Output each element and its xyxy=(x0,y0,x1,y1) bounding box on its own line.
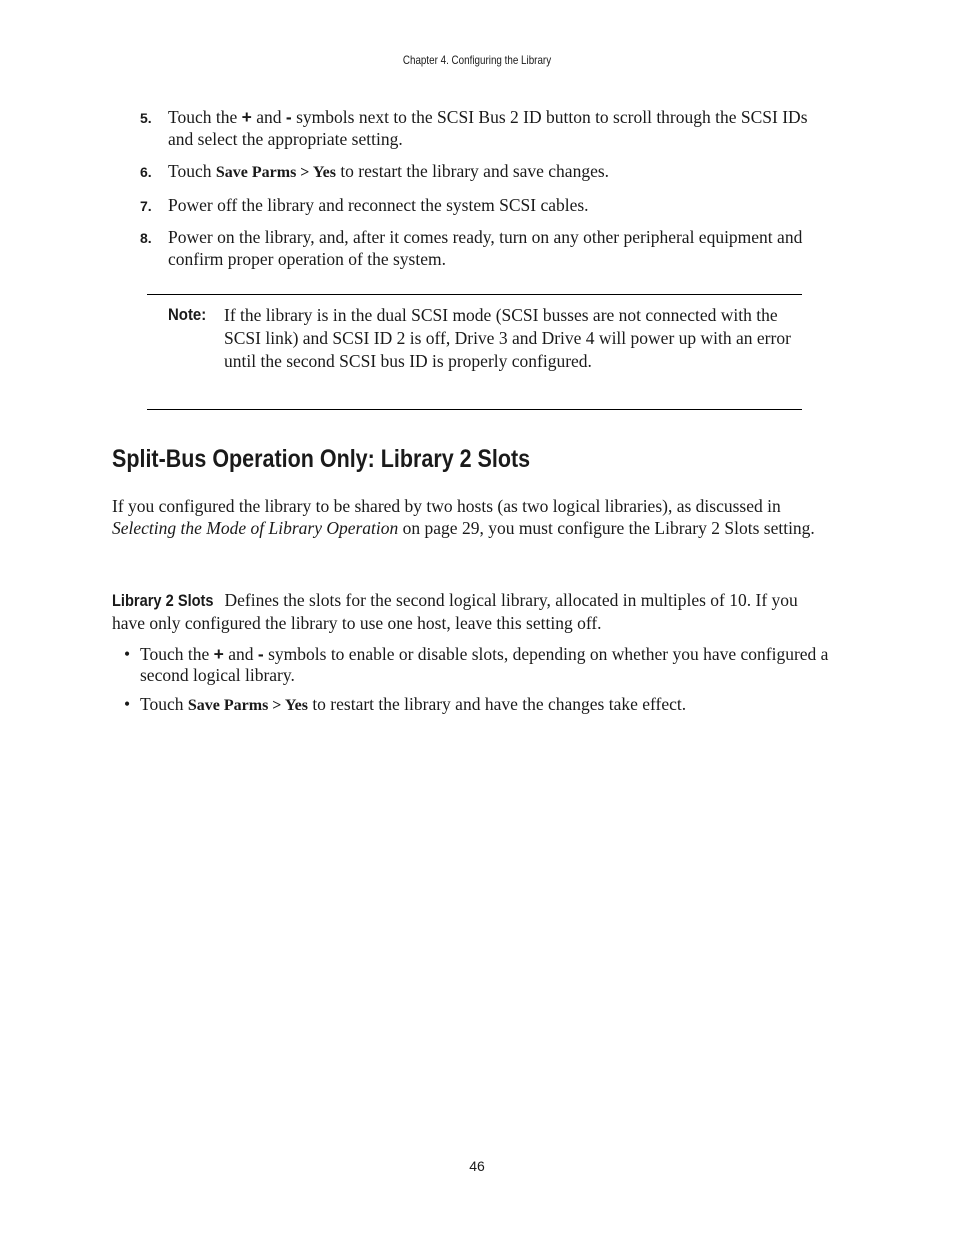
save-parms-command: Save Parms > Yes xyxy=(215,164,336,181)
intro-paragraph xyxy=(112,495,834,539)
bullet-text: Touch xyxy=(140,694,188,714)
note-label: Note: xyxy=(168,305,207,324)
step-6 xyxy=(112,160,827,184)
bullet-text: Touch the xyxy=(140,644,214,664)
bullet-text: symbols to enable or disable slots, depending on whether you have configured a second logical library. xyxy=(140,644,829,685)
step-number: 8. xyxy=(140,230,152,246)
save-parms-command: Save Parms > Yes xyxy=(187,697,308,714)
bullet-text: to restart the library and have the changes take effect. xyxy=(307,694,687,714)
bullet-icon: • xyxy=(124,644,131,664)
bullet-list xyxy=(112,644,834,724)
step-5 xyxy=(112,106,827,150)
list-item xyxy=(112,694,834,716)
minus-symbol: - xyxy=(257,644,264,664)
minus-symbol: - xyxy=(285,107,292,127)
plus-symbol: + xyxy=(213,644,224,664)
step-text: to restart the library and save changes. xyxy=(335,161,610,181)
step-number: 6. xyxy=(140,164,152,180)
bullet-icon: • xyxy=(124,694,131,714)
page-number: 46 xyxy=(469,1158,485,1174)
step-text: symbols next to the SCSI Bus 2 ID button to scroll through the SCSI IDs and select the appropriate setting. xyxy=(168,107,808,149)
setting-text: Defines the slots for the second logical library, allocated in multiples of 10. If you have only configured the library to use one host, leave this setting off. xyxy=(112,590,798,633)
step-number: 5. xyxy=(140,110,152,126)
note-text: If the library is in the dual SCSI mode (SCSI busses are not connected with the SCSI link) and SCSI ID 2 is off, Drive 3 and Drive 4 will power up with an error until the second SCSI bus ID is properly configured. xyxy=(224,305,791,371)
step-text: Power off the library and reconnect the system SCSI cables. xyxy=(168,195,589,215)
setting-name: Library 2 Slots xyxy=(112,591,214,610)
step-text: Power on the library, and, after it comes ready, turn on any other peripheral equipment and confirm proper operation of the system. xyxy=(168,227,803,269)
bullet-text: and xyxy=(223,644,258,664)
intro-text: on page 29, you must configure the Library 2 Slots setting. xyxy=(398,518,815,538)
running-header: Chapter 4. Configuring the Library xyxy=(402,53,552,67)
note-box xyxy=(147,294,802,410)
step-text: Touch xyxy=(168,161,216,181)
step-8 xyxy=(112,226,827,270)
list-item xyxy=(112,644,834,686)
setting-description xyxy=(112,589,834,634)
cross-reference-link[interactable]: Selecting the Mode of Library Operation xyxy=(112,518,399,538)
step-7 xyxy=(112,194,827,216)
plus-symbol: + xyxy=(241,107,252,127)
step-text: Touch the xyxy=(168,107,242,127)
intro-text: If you configured the library to be shared by two hosts (as two logical libraries), as discussed in xyxy=(112,496,781,516)
step-number: 7. xyxy=(140,198,152,214)
section-heading: Split-Bus Operation Only: Library 2 Slots xyxy=(112,445,531,473)
step-text: and xyxy=(251,107,286,127)
procedure-steps xyxy=(112,106,827,280)
